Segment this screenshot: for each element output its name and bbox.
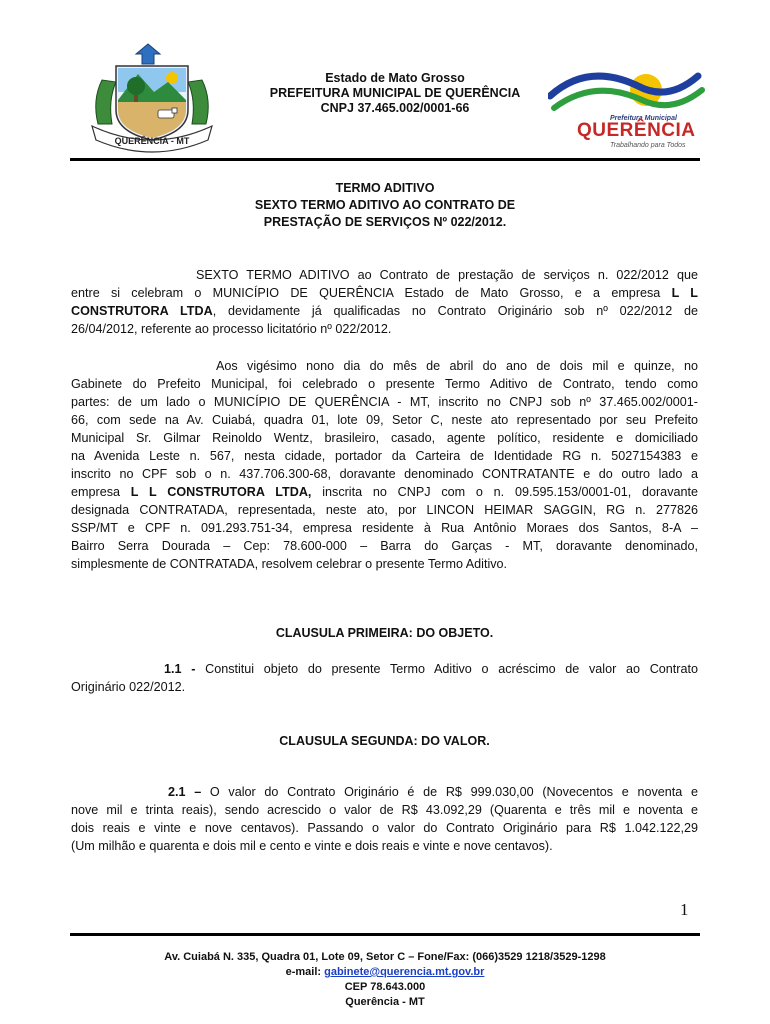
- clause-number: 2.1 –: [168, 785, 202, 799]
- cnpj: CNPJ 37.465.002/0001-66: [320, 101, 470, 115]
- preamble-line: partes: de um lado o MUNICÍPIO DE QUERÊNCIA - MT, inscrito no CNPJ sob nº 37.465.002/0001-: [71, 395, 698, 409]
- footer-city: Querência - MT: [345, 996, 425, 1008]
- logo-wordmark: QUERÊNCIA: [577, 120, 696, 141]
- clause-2-line-1: [71, 783, 698, 801]
- company-name: CONSTRUTORA LTDA: [71, 304, 213, 318]
- document-title: [140, 180, 630, 231]
- preamble-line: Bairro Serra Dourada – Cep: 78.600-000 – Barra do Garças - MT, doravante denominado,: [71, 539, 698, 553]
- email-label: e-mail:: [285, 966, 322, 978]
- clause-1-heading: CLAUSULA PRIMEIRA: DO OBJETO.: [275, 626, 494, 640]
- clause-text: O valor do Contrato Originário é de R$ 999.030,00 (Novecentos e noventa e: [209, 785, 698, 799]
- title-line-1: TERMO ADITIVO: [335, 181, 435, 195]
- preamble-line: designada CONTRATADA, representada, neste ato, por LINCON HEIMAR SAGGIN, RG n. 277826: [71, 503, 698, 517]
- letterhead-text: [240, 71, 550, 116]
- clause-2-line-3: dois reais e vinte e nove centavos). Passando o valor do Contrato Originário para R$ 1.042.122,29: [71, 821, 698, 835]
- footer-cep: CEP 78.643.000: [344, 981, 426, 993]
- header-rule: [70, 158, 700, 161]
- preamble-paragraph: [71, 357, 698, 573]
- preamble-text: inscrita no CNPJ com o n. 09.595.153/0001-01, doravante: [322, 485, 698, 499]
- intro-line-2-text: entre si celebram o MUNICÍPIO DE QUERÊNCIA Estado de Mato Grosso, e a empresa: [71, 286, 661, 300]
- company-name-part: L L: [671, 286, 698, 300]
- preamble-line: Aos vigésimo nono dia do mês de abril do ano de dois mil e quinze, no: [216, 359, 698, 373]
- state-name: Estado de Mato Grosso: [325, 71, 465, 85]
- querencia-logo: [548, 56, 708, 156]
- title-line-2: SEXTO TERMO ADITIVO AO CONTRATO DE: [254, 198, 516, 212]
- clause-2-line-2: nove mil e trinta reais), sendo acrescido o valor de R$ 43.092,29 (Quarenta e três mil e noventa e: [71, 803, 698, 817]
- email-link[interactable]: gabinete@querencia.mt.gov.br: [324, 966, 485, 978]
- intro-paragraph: [71, 266, 698, 338]
- intro-line-3: [71, 302, 698, 320]
- title-line-3: PRESTAÇÃO DE SERVIÇOS Nº 022/2012.: [263, 215, 507, 229]
- preamble-line: simplesmente de CONTRATADA, resolvem celebrar o presente Termo Aditivo.: [71, 557, 508, 571]
- footer-email-line: [80, 965, 690, 980]
- intro-line-2: [71, 284, 698, 302]
- preamble-text: empresa: [71, 485, 120, 499]
- preamble-line: inscrito no CPF sob o n. 437.706.300-68, doravante denominado CONTRATANTE e do outro lado a: [71, 467, 698, 481]
- page-number: 1: [680, 900, 689, 919]
- logo-slogan: Trabalhando para Todos: [610, 142, 686, 149]
- logo-subtitle: Prefeitura Municipal: [610, 115, 677, 122]
- clause-1-line-1: [71, 660, 698, 678]
- clause-text: Constitui objeto do presente Termo Aditivo o acréscimo de valor ao Contrato: [205, 662, 698, 676]
- preamble-line: Municipal Sr. Gilmar Reinoldo Wentz, brasileiro, casado, agente político, residente e domiciliado: [71, 431, 698, 445]
- clause-2-heading: CLAUSULA SEGUNDA: DO VALOR.: [279, 734, 490, 748]
- footer-rule: [70, 933, 700, 936]
- footer-address: Av. Cuiabá N. 335, Quadra 01, Lote 09, Setor C – Fone/Fax: (066)3529 1218/3529-1298: [164, 951, 606, 963]
- clause-1-paragraph: [71, 660, 698, 696]
- preamble-line: 66, com sede na Av. Cuiabá, quadra 01, lote 09, Setor C, neste ato representado por seu Prefeito: [71, 413, 698, 427]
- preamble-line: SSP/MT e CPF n. 091.293.751-34, empresa residente à Rua Antônio Moraes dos Santos, 8-A –: [71, 521, 698, 535]
- clause-number: 1.1 -: [164, 662, 196, 676]
- municipal-seal-icon: [72, 40, 232, 156]
- clause-1-line-2: Originário 022/2012.: [71, 680, 186, 694]
- prefecture-name: PREFEITURA MUNICIPAL DE QUERÊNCIA: [269, 86, 521, 100]
- intro-line-3-text: , devidamente já qualificadas no Contrato Originário sob nº 022/2012 de: [212, 304, 698, 318]
- footer: [80, 950, 690, 1010]
- intro-line-4: 26/04/2012, referente ao processo licitatório nº 022/2012.: [71, 322, 392, 336]
- company-name: L L CONSTRUTORA LTDA,: [130, 485, 312, 499]
- clause-2-paragraph: [71, 783, 698, 855]
- preamble-line: Gabinete do Prefeito Municipal, foi celebrado o presente Termo Aditivo de Contrato, tendo como: [71, 377, 698, 391]
- seal-ribbon-text: QUERÊNCIA - MT: [114, 136, 190, 146]
- preamble-line: na Avenida Leste n. 567, nesta cidade, portador da Carteira de Identidade RG n. 5027154383 e: [71, 449, 698, 463]
- letterhead: [0, 0, 770, 160]
- preamble-line: [71, 483, 698, 501]
- clause-2-line-4: (Um milhão e quarenta e dois mil e cento e vinte e dois reais e vinte e nove centavos).: [71, 839, 553, 853]
- intro-line-1: SEXTO TERMO ADITIVO ao Contrato de prestação de serviços n. 022/2012 que: [196, 268, 698, 282]
